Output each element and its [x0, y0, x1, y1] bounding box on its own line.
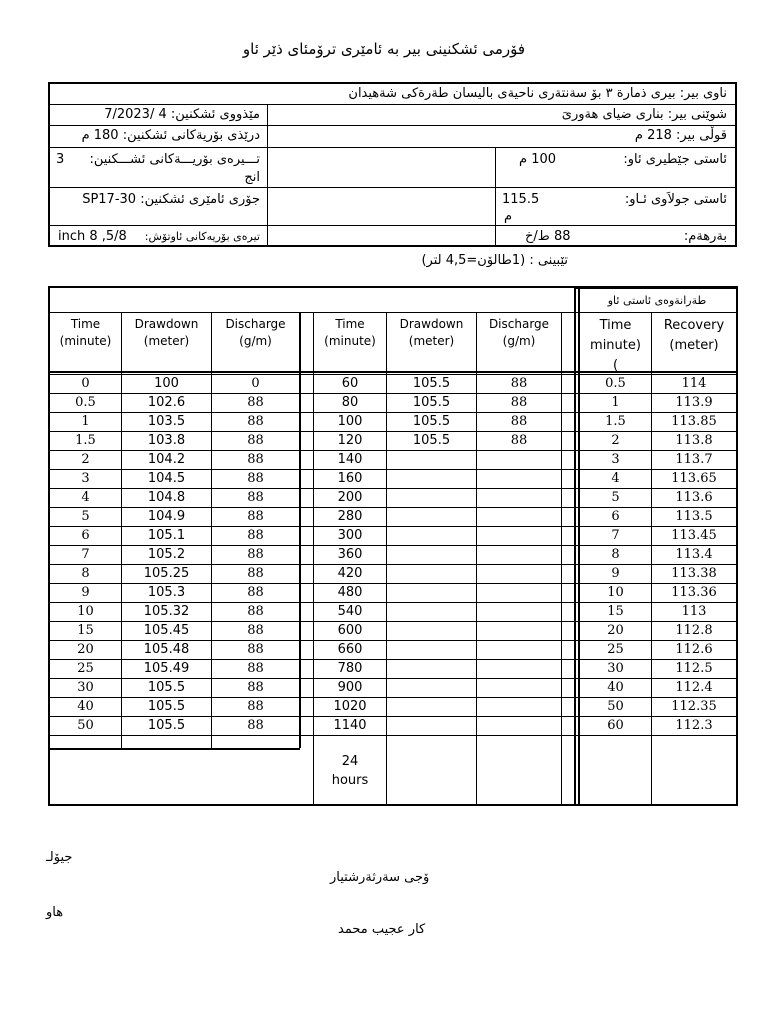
drawdown-table-2-cell: 480 — [337, 585, 363, 600]
drawdown-table-1-cell: 88 — [247, 623, 264, 638]
drawdown-table-1-cell: 105.2 — [147, 547, 186, 562]
drawdown-table-1-cell: 105.32 — [143, 604, 190, 619]
drawdown-table-2-cell — [387, 602, 476, 621]
recovery-table-cell: 113.36 — [671, 585, 717, 600]
drawdown-table-2-cell — [477, 697, 561, 716]
drawdown-table-2-cell — [477, 545, 561, 564]
drawdown-table-1-cell: 10 — [77, 604, 94, 619]
drawdown-table-1-cell: 88 — [247, 490, 264, 505]
well-diameter-value: inch 8 ,5/8 — [58, 229, 127, 244]
drawdown-table-1-cell: 104.2 — [147, 452, 186, 467]
drawdown-table-2-cell: 200 — [337, 490, 363, 505]
unit-note: تێبینی : (1طالۆن=4,5 لتر) — [421, 253, 568, 268]
drawdown-table-2-cell — [387, 450, 476, 469]
recovery-table-cell: 8 — [611, 547, 620, 562]
drawdown-table-2-cell — [387, 640, 476, 659]
drawdown-table-2-cell — [387, 507, 476, 526]
drawdown-table-1-cell: 9 — [81, 585, 90, 600]
well-diameter-label: تیرەی بۆریەکانی ئاوتۆش: — [144, 230, 260, 243]
drawdown-table-2-cell: 280 — [337, 509, 363, 524]
drawdown-table-1-cell: 50 — [77, 718, 94, 733]
header-time-1: Time (minute) — [59, 317, 112, 348]
drawdown-table-2-cell: 88 — [510, 395, 528, 410]
form-title: فۆرمی ئشکنینی بیر بە ئامێری ترۆمئای ذێر ئاو — [242, 40, 526, 58]
drawdown-table-2-cell — [387, 469, 476, 488]
drawdown-table-1-cell: 105.3 — [147, 585, 186, 600]
drawdown-table-2-cell — [477, 469, 561, 488]
drawdown-table-1-cell: 100 — [154, 376, 179, 391]
drawdown-table-1-cell: 88 — [247, 604, 264, 619]
drawdown-table-2-cell — [387, 678, 476, 697]
recovery-table-cell: 0.5 — [605, 376, 626, 391]
recovery-table-cell: 10 — [607, 585, 624, 600]
header-drawdown-2: Drawdown (meter) — [399, 317, 464, 348]
drawdown-table-2-cell — [387, 545, 476, 564]
pump-type: جۆری ئامێری ئشکنین: SP17-30 — [82, 192, 260, 207]
drawdown-table-1-cell: 25 — [77, 661, 94, 676]
drawdown-table-1-cell: 102.6 — [147, 395, 186, 410]
drawdown-table-2-cell — [477, 488, 561, 507]
drawdown-table-2-cell — [477, 716, 561, 735]
drawdown-table-2-cell: 105.5 — [412, 376, 451, 391]
well-info-box — [48, 82, 737, 247]
signature-geologist-label: جیۆلـ — [46, 850, 73, 865]
drawdown-table-2-cell — [477, 602, 561, 621]
drawdown-table-2-cell — [387, 697, 476, 716]
drawdown-table-2-cell — [477, 678, 561, 697]
drawdown-table-1-cell: 104.9 — [147, 509, 186, 524]
drawdown-table-2-cell — [477, 564, 561, 583]
drawdown-table-1-cell: 88 — [247, 718, 264, 733]
drawdown-table-1-cell: 30 — [77, 680, 94, 695]
drawdown-table-2-cell — [477, 507, 561, 526]
recovery-table-cell: 25 — [607, 642, 624, 657]
duration-24-hours: 24 hours — [331, 754, 369, 788]
recovery-table-cell: 30 — [607, 661, 624, 676]
drawdown-table-1-cell: 6 — [81, 528, 90, 543]
recovery-table-cell: 9 — [611, 566, 620, 581]
dynamic-level-value: 115.5 — [502, 192, 540, 207]
drawdown-table-1-cell: 7 — [81, 547, 90, 562]
drawdown-table-1-cell: 88 — [247, 566, 264, 581]
drawdown-table-2-cell — [477, 583, 561, 602]
recovery-title: طةرانةوەی ئاستی ئاو — [607, 294, 707, 307]
drawdown-table-2-cell: 1140 — [333, 718, 367, 733]
drawdown-table-1-cell: 0.5 — [75, 395, 96, 410]
drawdown-table-2-cell: 140 — [337, 452, 363, 467]
drawdown-table-1-cell: 105.45 — [143, 623, 190, 638]
drawdown-table-1-cell: 88 — [247, 585, 264, 600]
drawdown-table-2-cell: 780 — [337, 661, 363, 676]
drawdown-table-1-cell: 105.48 — [143, 642, 190, 657]
dynamic-level-unit: م — [503, 209, 512, 224]
drawdown-table-1-cell: 105.5 — [147, 699, 186, 714]
drawdown-table-1-cell: 88 — [247, 642, 264, 657]
drawdown-table-2-cell — [387, 716, 476, 735]
drawdown-table-2-cell: 88 — [510, 433, 528, 448]
recovery-table-cell: 60 — [607, 718, 624, 733]
recovery-table-cell: 112.6 — [675, 642, 713, 657]
recovery-table-cell: 113.7 — [675, 452, 713, 467]
pumping-test-table — [48, 286, 738, 806]
drawdown-table-2-cell: 600 — [337, 623, 363, 638]
drawdown-table-1-cell: 0 — [251, 376, 260, 391]
recovery-table-cell: 112.4 — [675, 680, 713, 695]
drawdown-table-1-cell: 105.5 — [147, 680, 186, 695]
drawdown-table-2-cell — [477, 621, 561, 640]
row-divider — [50, 735, 736, 736]
drawdown-table-1-cell: 4 — [81, 490, 90, 505]
well-location: شوێنی بیر: بناری ضیای هةوریَ — [561, 107, 727, 122]
drawdown-table-1-cell: 88 — [247, 528, 264, 543]
static-level-value: 100 م — [519, 152, 557, 167]
drawdown-table-2-cell — [477, 659, 561, 678]
drawdown-table-1-cell: 15 — [77, 623, 94, 638]
drawdown-table-2-cell: 360 — [337, 547, 363, 562]
header-drawdown-1: Drawdown (meter) — [134, 317, 199, 348]
dynamic-level-label: ئاستی جولاَوی ئـاو: — [624, 192, 727, 207]
drawdown-table-2-cell: 105.5 — [412, 414, 451, 429]
drawdown-table-1-cell: 3 — [81, 471, 90, 486]
test-date: مێذووی ئشکنین: 4 /7/2023 — [104, 107, 260, 122]
drawdown-table-2-cell — [387, 621, 476, 640]
yield-value: 88 ط/خ — [525, 229, 571, 244]
recovery-table-cell: 2 — [611, 433, 620, 448]
recovery-table-cell: 112.8 — [675, 623, 713, 638]
static-level-label: ئاستی جێطیری ئاو: — [623, 152, 727, 167]
drawdown-table-1-cell: 105.49 — [143, 661, 190, 676]
recovery-table-cell: 50 — [607, 699, 624, 714]
drawdown-table-2-cell — [477, 450, 561, 469]
pipe-diameter-unit: انج — [244, 170, 260, 185]
drawdown-table-2-cell: 105.5 — [412, 433, 451, 448]
drawdown-table-2-cell — [477, 526, 561, 545]
drawdown-table-1-cell: 103.5 — [147, 414, 186, 429]
recovery-table-cell: 40 — [607, 680, 624, 695]
drawdown-table-2-cell — [387, 526, 476, 545]
drawdown-table-1-cell: 104.8 — [147, 490, 186, 505]
header-recovery-time: Time minute) ( — [590, 318, 641, 373]
recovery-table-cell: 1.5 — [605, 414, 626, 429]
drawdown-table-2-cell: 60 — [341, 376, 359, 391]
well-depth: قوڵی بیر: 218 م — [634, 128, 727, 143]
header-discharge-2: Discharge (g/m) — [488, 317, 550, 348]
signature-supervisor-title: ۆجی سةرثةرشتیار — [330, 870, 430, 885]
recovery-table-cell: 113.6 — [675, 490, 713, 505]
drawdown-table-2-cell: 80 — [341, 395, 359, 410]
drawdown-table-2-cell — [387, 488, 476, 507]
header-discharge-1: Discharge (g/m) — [225, 317, 286, 348]
drawdown-table-1-cell: 88 — [247, 547, 264, 562]
drawdown-table-1-cell: 1 — [81, 414, 90, 429]
drawdown-table-1-cell: 88 — [247, 661, 264, 676]
pipe-diameter-value: 3 — [56, 152, 65, 167]
recovery-table-cell: 20 — [607, 623, 624, 638]
recovery-table-cell: 113.65 — [671, 471, 717, 486]
well-name: ناوی بیر: بیری ذمارة ٣ بۆ سةنتةری ناحیةی بالیسان طةرةکی شةهیدان — [348, 86, 727, 101]
recovery-table-cell: 114 — [681, 376, 707, 391]
header-recovery: Recovery (meter) — [663, 318, 725, 353]
drawdown-table-1-cell: 2 — [81, 452, 90, 467]
drawdown-table-2-cell: 120 — [337, 433, 363, 448]
pipe-length: درێذی بۆریةکانی ئشکنین: 180 م — [81, 128, 260, 143]
drawdown-table-1-cell: 88 — [247, 433, 264, 448]
drawdown-table-1-cell: 8 — [81, 566, 90, 581]
drawdown-table-1-cell: 0 — [81, 376, 90, 391]
drawdown-table-2-cell: 105.5 — [412, 395, 451, 410]
drawdown-table-1-cell: 88 — [247, 699, 264, 714]
drawdown-table-1-cell: 88 — [247, 452, 264, 467]
drawdown-table-1-cell: 105.25 — [143, 566, 190, 581]
drawdown-table-2-cell: 540 — [337, 604, 363, 619]
drawdown-table-1-cell: 105.5 — [147, 718, 186, 733]
drawdown-table-2-cell: 88 — [510, 376, 528, 391]
drawdown-table-2-cell: 900 — [337, 680, 363, 695]
recovery-table-cell: 113.8 — [675, 433, 713, 448]
drawdown-table-2-cell: 300 — [337, 528, 363, 543]
drawdown-table-2-cell: 160 — [337, 471, 363, 486]
drawdown-table-1-cell: 1.5 — [75, 433, 96, 448]
recovery-table-cell: 113.9 — [675, 395, 713, 410]
recovery-table-cell: 113.38 — [671, 566, 717, 581]
recovery-table-cell: 113.45 — [671, 528, 717, 543]
recovery-table-cell: 112.3 — [675, 718, 713, 733]
pipe-diameter-label: تـــیرەی بۆریـــةکانی ئشـــکنین: — [89, 152, 260, 167]
drawdown-table-2-cell — [387, 583, 476, 602]
recovery-table-cell: 5 — [611, 490, 620, 505]
recovery-table-cell: 15 — [607, 604, 624, 619]
drawdown-table-2-cell: 1020 — [333, 699, 367, 714]
drawdown-table-1-cell: 104.5 — [147, 471, 186, 486]
recovery-table-cell: 112.35 — [671, 699, 717, 714]
drawdown-table-1-cell: 88 — [247, 414, 264, 429]
drawdown-table-2-cell — [387, 659, 476, 678]
drawdown-table-1-cell: 88 — [247, 471, 264, 486]
yield-label: بةرهةم: — [683, 229, 727, 244]
drawdown-table-2-cell: 660 — [337, 642, 363, 657]
signature-name: کار عجیب محمد — [338, 922, 426, 937]
drawdown-table-1-cell: 105.1 — [147, 528, 186, 543]
recovery-table-cell: 7 — [611, 528, 620, 543]
recovery-table-cell: 1 — [611, 395, 620, 410]
drawdown-table-2-cell — [387, 564, 476, 583]
drawdown-table-1-cell: 88 — [247, 395, 264, 410]
recovery-table-cell: 113 — [681, 604, 707, 619]
drawdown-table-1-cell: 40 — [77, 699, 94, 714]
drawdown-table-1-cell: 20 — [77, 642, 94, 657]
drawdown-table-2-cell: 88 — [510, 414, 528, 429]
header-time-2: Time (minute) — [324, 317, 376, 348]
recovery-table-cell: 113.5 — [675, 509, 713, 524]
drawdown-table-2-cell: 100 — [337, 414, 363, 429]
recovery-table-cell: 4 — [611, 471, 620, 486]
recovery-table-cell: 113.85 — [671, 414, 717, 429]
drawdown-table-1-cell: 88 — [247, 680, 264, 695]
recovery-table-cell: 3 — [611, 452, 620, 467]
signature-partner-label: هاو — [46, 905, 64, 920]
drawdown-table-1-cell: 88 — [247, 509, 264, 524]
drawdown-table-1-cell: 103.8 — [147, 433, 186, 448]
recovery-table-cell: 112.5 — [675, 661, 713, 676]
drawdown-table-2-cell: 420 — [337, 566, 363, 581]
drawdown-table-1-cell: 5 — [81, 509, 90, 524]
recovery-table-cell: 113.4 — [675, 547, 713, 562]
recovery-table-cell: 6 — [611, 509, 620, 524]
drawdown-table-2-cell — [477, 640, 561, 659]
